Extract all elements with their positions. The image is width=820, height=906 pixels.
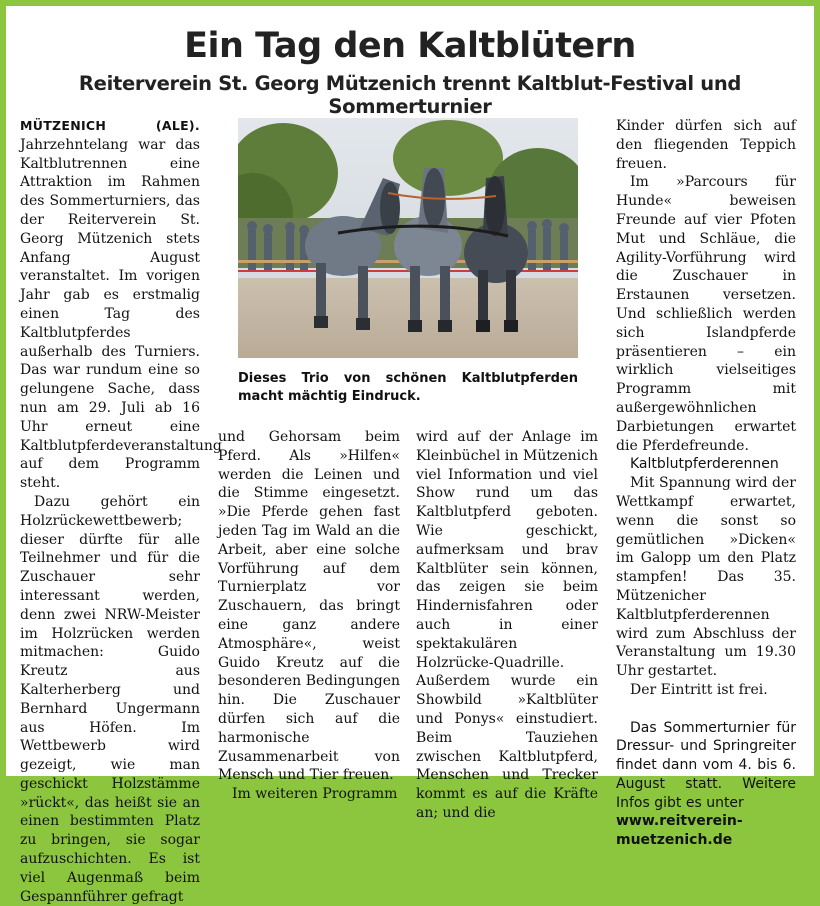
column-4 [616,117,796,850]
section-subhead: Kaltblutpferderennen [630,456,779,473]
column-2 [218,428,400,804]
website-link[interactable]: www.reitverein-muetzenich.de [616,813,743,849]
subheadline: Reiterverein St. Georg Mützenich trennt Kaltblut-Festival und Sommerturnier [78,72,742,118]
paragraph: Dazu gehört ein Holzrückewettbewerb; dieser dürfte für alle Teilnehmer und für die Zuschauer sehr interessant werden, denn zwei NRW-Meister im Holzrücken werden mitmachen: Guido Kreutz aus Kalterherberg und Bernhard Ungermann aus Höfen. Im Wettbewerb wird gezeigt, wie man geschickt Holzstämme »rückt«, das heißt sie an einen bestimmten Platz zu bringen, sie sogar aufzuschichten. Es ist viel Augenmaß beim Gespannführer gefragt [20,493,200,905]
dateline: MÜTZENICH (ALE). [20,118,200,133]
paragraph-text: Jahrzehntelang war das Kaltblutrennen eine Attraktion im Rahmen des Sommerturniers, das der Reiterverein St. Georg Mützenich stets Anfang August veranstaltet. Im vorigen Jahr gab es erstmalig einen Tag des Kaltblutpferdes außerhalb des Turniers. Das war rundum eine so gelungene Sache, dass nun am 29. Juli ab 16 Uhr erneut eine Kaltblutpferdeveranstaltung auf dem Programm steht. [20,136,222,492]
paragraph: Mit Spannung wird der Wettkampf erwartet, wenn die sonst so gemütlichen »Dicken« im Galopp um den Platz stampfen! Das 35. Mützenicher Kaltblutpferderennen wird zum Abschluss der Veranstaltung um 19.30 Uhr gestartet. [616,475,796,680]
paragraph: wird auf der Anlage im Kleinbüchel in Mützenich viel Information und viel Show rund um das Kaltblutpferd geboten. Wie geschickt, aufmerksam und brav Kaltblüter sein können, das zeigen sie beim Hindernisfahren oder auch in einer spektakulären Holzrücke-Quadrille. Außerdem wurde ein Showbild »Kaltblüter und Ponys« einstudiert. Beim Tauziehen zwischen Kaltblutpferd, Menschen und Trecker kommt es auf die Kräfte an; und die [416,429,598,821]
paragraph: Kinder dürfen sich auf den fliegenden Teppich freuen. [616,118,796,172]
info-paragraph: Das Sommerturnier für Dressur- und Springreiter findet dann vom 4. bis 6. August statt. Weitere Infos gibt es unter [616,719,796,811]
paragraph: Im »Parcours für Hunde« beweisen Freunde auf vier Pfoten Mut und Schläue, die Agility-Vorführung wird die Zuschauer in Erstaunen versetzen. Und schließlich werden sich Islandpferde präsentieren – ein wirklich vielseitiges Programm mit außergewöhnlichen Darbietungen erwartet die Pferdefreunde. [616,174,796,454]
horse-photo [238,118,578,358]
photo-illustration [238,118,578,358]
article-frame [6,6,814,905]
column-3 [416,428,598,823]
spacer [616,700,796,719]
column-1 [20,117,222,906]
photo-caption: Dieses Trio von schönen Kaltblutpferden macht mächtig Eindruck. [238,371,578,404]
paragraph: und Gehorsam beim Pferd. Als »Hilfen« werden die Leinen und die Stimme eingesetzt. »Die Pferde gehen fast jeden Tag im Wald an die Arbeit, aber eine solche Vorführung auf dem Turnierplatz vor Zuschauern, das bringt eine ganz andere Atmosphäre«, weist Guido Kreutz auf die besonderen Bedingungen hin. Die Zuschauer dürfen sich auf die harmonische Zusammenarbeit von Mensch und Tier freuen. [218,429,400,784]
paragraph [20,117,222,493]
paragraph: Der Eintritt ist frei. [630,681,768,698]
paragraph: Im weiteren Programm [232,786,398,803]
headline: Ein Tag den Kaltblütern [184,26,636,66]
